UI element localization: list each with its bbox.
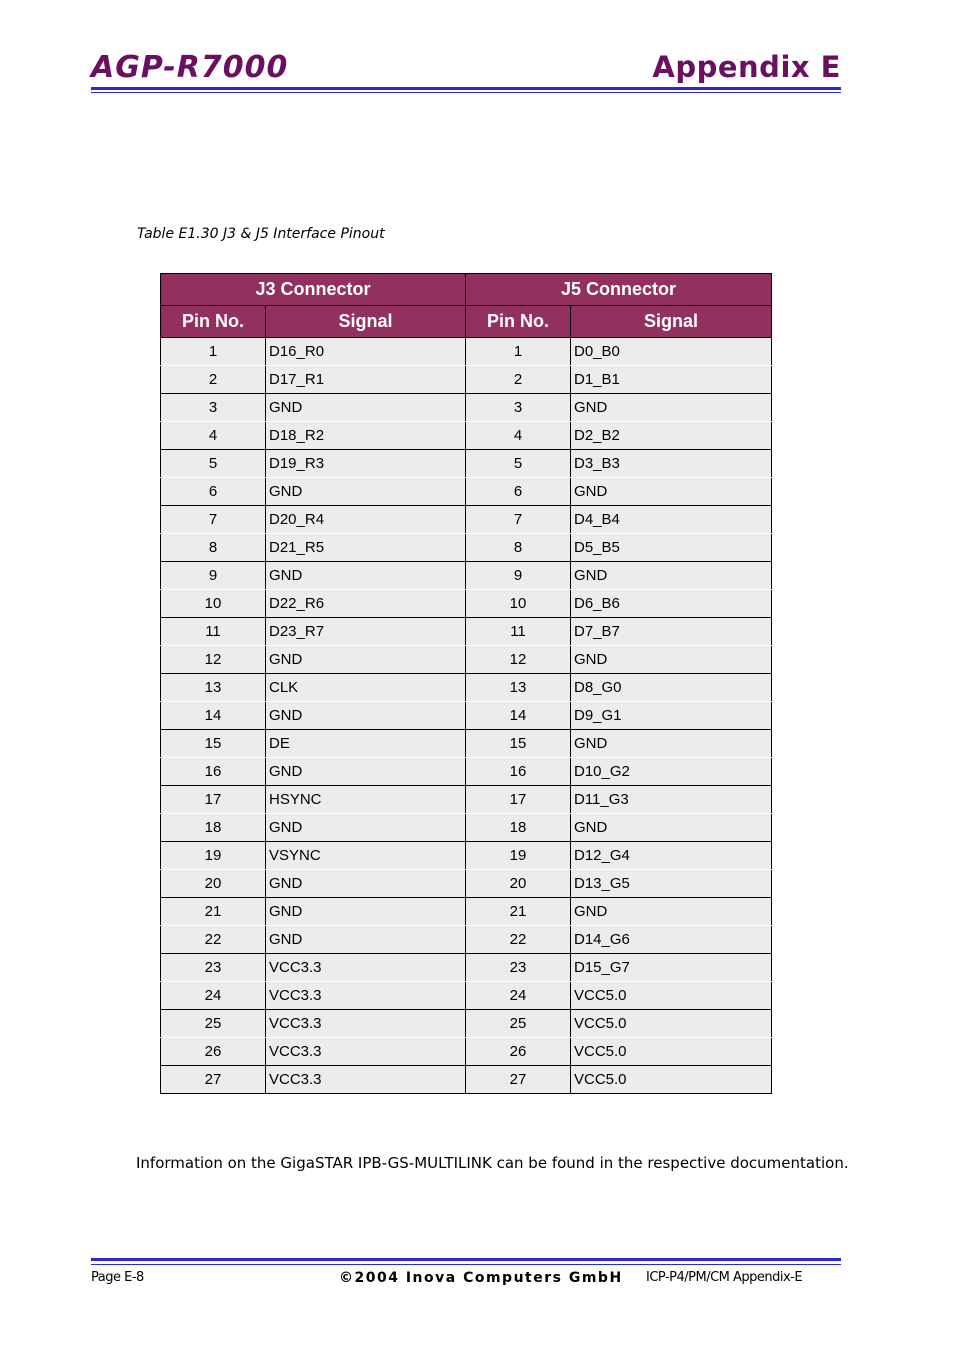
table-row bbox=[161, 590, 772, 618]
j5-pin-cell: 13 bbox=[466, 674, 571, 702]
j5-pin-cell: 3 bbox=[466, 394, 571, 422]
j5-signal-cell: GND bbox=[571, 814, 772, 842]
j3-signal-cell: VCC3.3 bbox=[266, 1066, 466, 1094]
j5-pin-cell: 27 bbox=[466, 1066, 571, 1094]
j5-pin-cell: 26 bbox=[466, 1038, 571, 1066]
j5-signal-cell: D4_B4 bbox=[571, 506, 772, 534]
j3-signal-cell: D17_R1 bbox=[266, 366, 466, 394]
j5-pin-cell: 19 bbox=[466, 842, 571, 870]
j3-pin-cell: 15 bbox=[161, 730, 266, 758]
j5-pin-cell: 25 bbox=[466, 1010, 571, 1038]
table-row bbox=[161, 338, 772, 366]
j3-pin-cell: 2 bbox=[161, 366, 266, 394]
table-row bbox=[161, 422, 772, 450]
j3-signal-cell: GND bbox=[266, 814, 466, 842]
j5-signal-cell: D9_G1 bbox=[571, 702, 772, 730]
table-row bbox=[161, 562, 772, 590]
j5-signal-cell: GND bbox=[571, 730, 772, 758]
j3-pin-cell: 21 bbox=[161, 898, 266, 926]
section-title: Appendix E bbox=[652, 50, 841, 84]
j5-pin-cell: 1 bbox=[466, 338, 571, 366]
j3-pin-cell: 1 bbox=[161, 338, 266, 366]
j5-signal-cell: D2_B2 bbox=[571, 422, 772, 450]
table-row bbox=[161, 674, 772, 702]
j3-pin-cell: 6 bbox=[161, 478, 266, 506]
j5-connector-header: J5 Connector bbox=[466, 274, 772, 306]
j3-pin-cell: 12 bbox=[161, 646, 266, 674]
j3-signal-cell: HSYNC bbox=[266, 786, 466, 814]
table-row bbox=[161, 1066, 772, 1094]
j5-pin-cell: 12 bbox=[466, 646, 571, 674]
j5-signal-cell: D15_G7 bbox=[571, 954, 772, 982]
j3-signal-cell: GND bbox=[266, 702, 466, 730]
table-row bbox=[161, 898, 772, 926]
j3-signal-cell: GND bbox=[266, 394, 466, 422]
j3-signal-cell: VCC3.3 bbox=[266, 1010, 466, 1038]
j3-signal-cell: VSYNC bbox=[266, 842, 466, 870]
j3-signal-cell: GND bbox=[266, 758, 466, 786]
j3-pin-cell: 24 bbox=[161, 982, 266, 1010]
info-text: Information on the GigaSTAR IPB-GS-MULTILINK can be found in the respective documentation. bbox=[136, 1154, 849, 1172]
j3-signal-cell: D22_R6 bbox=[266, 590, 466, 618]
j5-pin-cell: 8 bbox=[466, 534, 571, 562]
j5-signal-cell: D0_B0 bbox=[571, 338, 772, 366]
j5-pin-cell: 5 bbox=[466, 450, 571, 478]
j3-signal-cell: D23_R7 bbox=[266, 618, 466, 646]
j3-pin-cell: 3 bbox=[161, 394, 266, 422]
j5-pin-header: Pin No. bbox=[466, 306, 571, 338]
pinout-table bbox=[160, 273, 772, 1094]
j5-pin-cell: 4 bbox=[466, 422, 571, 450]
j3-pin-cell: 11 bbox=[161, 618, 266, 646]
j3-pin-cell: 19 bbox=[161, 842, 266, 870]
j3-signal-cell: D16_R0 bbox=[266, 338, 466, 366]
j5-signal-cell: D5_B5 bbox=[571, 534, 772, 562]
table-row bbox=[161, 618, 772, 646]
j3-pin-cell: 23 bbox=[161, 954, 266, 982]
column-header-row bbox=[161, 306, 772, 338]
j5-signal-cell: D10_G2 bbox=[571, 758, 772, 786]
j3-connector-header: J3 Connector bbox=[161, 274, 466, 306]
j5-pin-cell: 21 bbox=[466, 898, 571, 926]
table-row bbox=[161, 646, 772, 674]
j5-signal-cell: VCC5.0 bbox=[571, 1038, 772, 1066]
table-row bbox=[161, 478, 772, 506]
j3-pin-cell: 9 bbox=[161, 562, 266, 590]
footer-page-number: Page E-8 bbox=[91, 1270, 144, 1285]
table-row bbox=[161, 730, 772, 758]
j3-signal-cell: DE bbox=[266, 730, 466, 758]
j3-pin-cell: 26 bbox=[161, 1038, 266, 1066]
table-row bbox=[161, 786, 772, 814]
j5-pin-cell: 11 bbox=[466, 618, 571, 646]
j3-signal-cell: CLK bbox=[266, 674, 466, 702]
table-row bbox=[161, 1038, 772, 1066]
j5-signal-cell: D8_G0 bbox=[571, 674, 772, 702]
j5-pin-cell: 22 bbox=[466, 926, 571, 954]
j3-pin-header: Pin No. bbox=[161, 306, 266, 338]
j5-pin-cell: 2 bbox=[466, 366, 571, 394]
table-row bbox=[161, 506, 772, 534]
j3-pin-cell: 16 bbox=[161, 758, 266, 786]
j5-pin-cell: 7 bbox=[466, 506, 571, 534]
j3-pin-cell: 17 bbox=[161, 786, 266, 814]
j5-signal-cell: GND bbox=[571, 898, 772, 926]
j3-pin-cell: 22 bbox=[161, 926, 266, 954]
table-row bbox=[161, 870, 772, 898]
j3-signal-cell: GND bbox=[266, 898, 466, 926]
pinout-body bbox=[161, 338, 772, 1094]
header-rule-thin bbox=[91, 92, 841, 93]
table-row bbox=[161, 842, 772, 870]
group-header-row bbox=[161, 274, 772, 306]
table-row bbox=[161, 450, 772, 478]
j3-signal-cell: GND bbox=[266, 870, 466, 898]
header-rule-thick bbox=[91, 87, 841, 90]
j5-signal-cell: D12_G4 bbox=[571, 842, 772, 870]
j5-pin-cell: 17 bbox=[466, 786, 571, 814]
j5-signal-cell: D14_G6 bbox=[571, 926, 772, 954]
j3-signal-cell: GND bbox=[266, 478, 466, 506]
j5-signal-cell: D13_G5 bbox=[571, 870, 772, 898]
table-row bbox=[161, 1010, 772, 1038]
table-row bbox=[161, 534, 772, 562]
footer-document-id: ICP-P4/PM/CM Appendix-E bbox=[646, 1270, 803, 1285]
table-row bbox=[161, 394, 772, 422]
j5-signal-cell: D6_B6 bbox=[571, 590, 772, 618]
table-row bbox=[161, 926, 772, 954]
j5-pin-cell: 10 bbox=[466, 590, 571, 618]
j5-signal-cell: D3_B3 bbox=[571, 450, 772, 478]
j5-pin-cell: 9 bbox=[466, 562, 571, 590]
j5-signal-cell: D1_B1 bbox=[571, 366, 772, 394]
j3-signal-cell: VCC3.3 bbox=[266, 954, 466, 982]
j3-signal-cell: GND bbox=[266, 646, 466, 674]
table-row bbox=[161, 814, 772, 842]
footer-rule-thick bbox=[91, 1258, 841, 1261]
j5-pin-cell: 6 bbox=[466, 478, 571, 506]
j3-signal-cell: D19_R3 bbox=[266, 450, 466, 478]
j5-signal-cell: GND bbox=[571, 478, 772, 506]
j3-signal-cell: D20_R4 bbox=[266, 506, 466, 534]
table-row bbox=[161, 758, 772, 786]
table-caption: Table E1.30 J3 & J5 Interface Pinout bbox=[137, 226, 385, 242]
j5-signal-cell: VCC5.0 bbox=[571, 1010, 772, 1038]
j3-pin-cell: 7 bbox=[161, 506, 266, 534]
j5-pin-cell: 16 bbox=[466, 758, 571, 786]
j3-pin-cell: 20 bbox=[161, 870, 266, 898]
j3-pin-cell: 25 bbox=[161, 1010, 266, 1038]
footer-copyright: ©2004 Inova Computers GmbH bbox=[339, 1270, 623, 1286]
j5-pin-cell: 18 bbox=[466, 814, 571, 842]
j3-signal-cell: GND bbox=[266, 926, 466, 954]
j3-signal-cell: D21_R5 bbox=[266, 534, 466, 562]
j5-signal-cell: D7_B7 bbox=[571, 618, 772, 646]
j5-signal-cell: GND bbox=[571, 394, 772, 422]
table-row bbox=[161, 954, 772, 982]
j3-pin-cell: 5 bbox=[161, 450, 266, 478]
j3-signal-header: Signal bbox=[266, 306, 466, 338]
j5-pin-cell: 15 bbox=[466, 730, 571, 758]
j3-signal-cell: GND bbox=[266, 562, 466, 590]
j5-pin-cell: 20 bbox=[466, 870, 571, 898]
j3-pin-cell: 18 bbox=[161, 814, 266, 842]
j5-signal-cell: GND bbox=[571, 562, 772, 590]
j5-signal-cell: D11_G3 bbox=[571, 786, 772, 814]
j5-signal-cell: GND bbox=[571, 646, 772, 674]
j3-pin-cell: 8 bbox=[161, 534, 266, 562]
j5-pin-cell: 23 bbox=[466, 954, 571, 982]
j3-pin-cell: 27 bbox=[161, 1066, 266, 1094]
j3-signal-cell: D18_R2 bbox=[266, 422, 466, 450]
j3-pin-cell: 13 bbox=[161, 674, 266, 702]
j5-signal-header: Signal bbox=[571, 306, 772, 338]
j3-pin-cell: 4 bbox=[161, 422, 266, 450]
j3-signal-cell: VCC3.3 bbox=[266, 1038, 466, 1066]
j3-pin-cell: 14 bbox=[161, 702, 266, 730]
j5-signal-cell: VCC5.0 bbox=[571, 982, 772, 1010]
j3-pin-cell: 10 bbox=[161, 590, 266, 618]
j3-signal-cell: VCC3.3 bbox=[266, 982, 466, 1010]
table-row bbox=[161, 702, 772, 730]
j5-pin-cell: 14 bbox=[466, 702, 571, 730]
footer-rule-thin bbox=[91, 1264, 841, 1265]
table-row bbox=[161, 366, 772, 394]
j5-signal-cell: VCC5.0 bbox=[571, 1066, 772, 1094]
table-row bbox=[161, 982, 772, 1010]
product-title: AGP-R7000 bbox=[91, 50, 289, 85]
j5-pin-cell: 24 bbox=[466, 982, 571, 1010]
